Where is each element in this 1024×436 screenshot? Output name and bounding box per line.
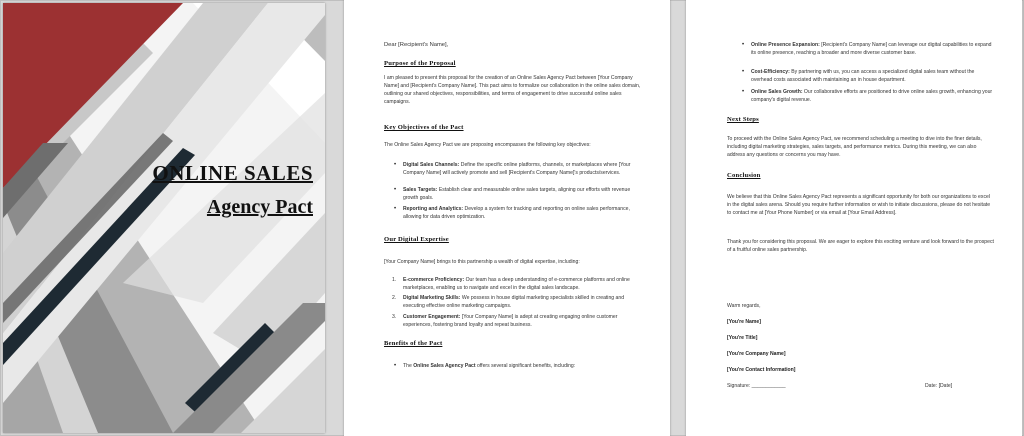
page-3 (686, 0, 1022, 436)
heading-benefits: Benefits of the Pact (384, 340, 443, 347)
signer-company: [You're Company Name] (727, 351, 786, 357)
list-item: • Cost-Efficiency: By partnering with us, you can access a specialized digital sales team without the overhead costs associated with maintaining an in house department. (740, 68, 995, 84)
cover-page (3, 3, 325, 433)
signer-contact: [You're Contact Information] (727, 367, 796, 373)
paragraph-thanks: Thank you for considering this proposal. We are eager to explore this exciting venture and look forward to the prospect of a fruitful online sales partnership. (727, 239, 994, 254)
paragraph-conclusion: We believe that this Online Sales Agency Pact represents a significant opportunity for both our organizations to excel in the digital sales arena. Should you require further information or wish to initiate discussions, please do not hesitate to contact me at [Your Phone Number] or via email at [Your Email Address]. (727, 194, 991, 217)
heading-objectives: Key Objectives of the Pact (384, 124, 464, 131)
heading-next-steps: Next Steps (727, 116, 759, 123)
list-item: • Online Presence Expansion: [Recipient's Company Name] can leverage our digital capabilities to expand its online presence, reaching a broader and more diverse customer base. (740, 41, 995, 57)
cover-title-line1: ONLINE SALES (152, 161, 313, 185)
paragraph-purpose: I am pleased to present this proposal for the creation of an Online Sales Agency Pact between [Your Company Name] and [Recipient's Company Name]. This pact aims to formalize our collaboration in the online sales domain, outlining our shared objectives, responsibilities, and terms of engagement to drive successful online sales campaigns. (384, 75, 641, 106)
signer-title: [You're Title] (727, 335, 758, 341)
paragraph-expertise-intro: [Your Company Name] brings to this partnership a wealth of digital expertise, including: (384, 259, 580, 265)
list-item: • Sales Targets: Establish clear and measurable online sales targets, aligning our efforts with revenue growth goals. (392, 186, 646, 202)
date-line: Date: [Date] (925, 383, 953, 389)
signer-name: [You're Name] (727, 319, 761, 325)
list-item: • Reporting and Analytics: Develop a system for tracking and reporting on online sales performance, allowing for data driven optimization. (392, 205, 646, 221)
signature-line: Signature: ____________ (727, 383, 786, 389)
list-item: • The Online Sales Agency Pact offers several significant benefits, including: (392, 362, 646, 370)
heading-conclusion: Conclusion (727, 172, 761, 179)
list-item: 3. Customer Engagement: [Your Company Name] is adept at creating engaging online customer experiences, fostering brand loyalty and repeat business. (392, 314, 618, 329)
paragraph-objectives-intro: The Online Sales Agency Pact we are proposing encompasses the following key objectives: (384, 142, 591, 148)
greeting: Dear [Recipient's Name], (384, 42, 449, 48)
heading-expertise: Our Digital Expertise (384, 236, 449, 243)
list-item: • Digital Sales Channels: Define the specific online platforms, channels, or marketplaces where [Your Company Name] will actively promote and sell [Recipient's Company Name]'s products/services. (392, 161, 646, 177)
list-item: • Online Sales Growth: Our collaborative efforts are positioned to drive online sales growth, enhancing your company's digital revenue. (740, 88, 995, 104)
page-2 (344, 0, 670, 436)
heading-purpose: Purpose of the Proposal (384, 60, 456, 67)
cover-title-line2: Agency Pact (206, 196, 313, 218)
list-item: 1. E-commerce Proficiency: Our team has a deep understanding of e-commerce platforms and online marketplaces, enabling us to navigate and excel in the digital sales landscape. (392, 277, 630, 292)
closing: Warm regards, (727, 303, 761, 309)
paragraph-next-steps: To proceed with the Online Sales Agency Pact, we recommend scheduling a meeting to dive into the finer details, including digital marketing strategies, sales targets, and performance metrics. During this meeting, we can also address any questions or concerns you may have. (727, 136, 982, 159)
list-item: 2. Digital Marketing Skills: We possess in house digital marketing specialists skilled in creating and executing effective online marketing campaigns. (392, 295, 625, 310)
